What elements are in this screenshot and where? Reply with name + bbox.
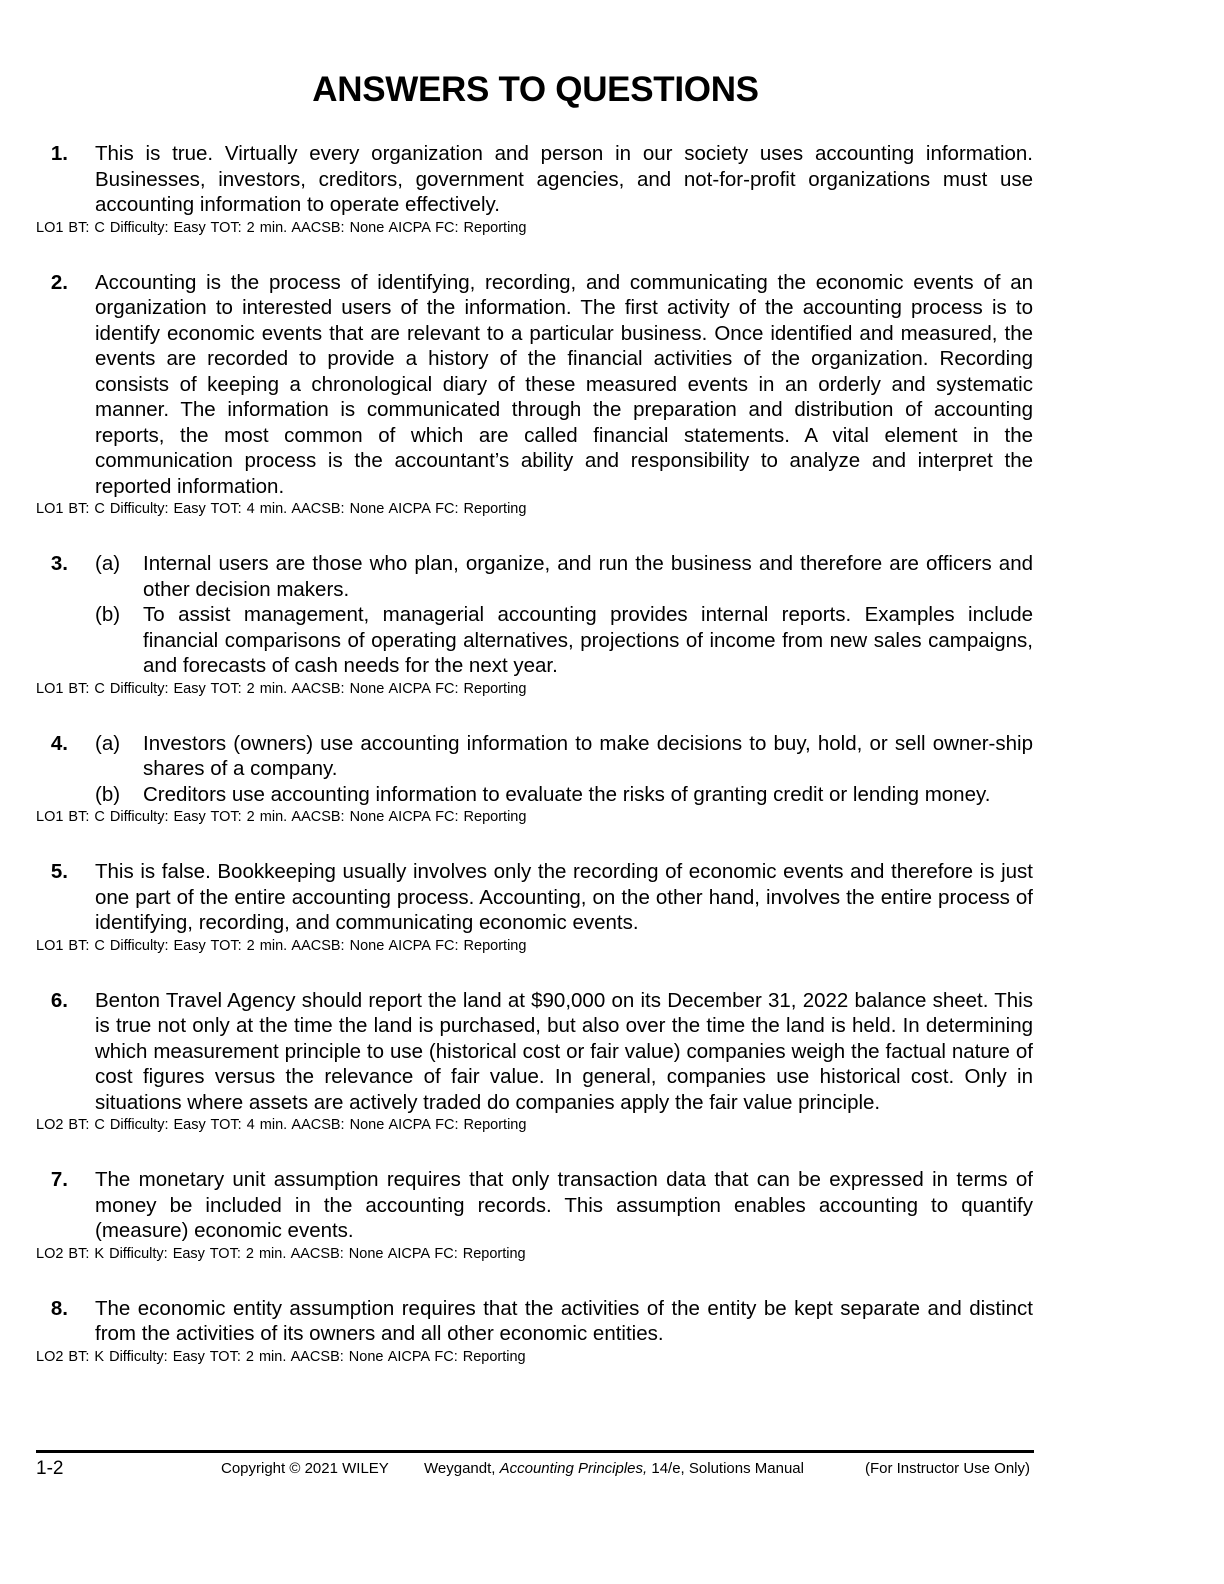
sub-text: To assist management, managerial accounting provides internal reports. Examples include financial comparisons of operating alternatives, projections of income from new sales campaigns, and forecasts of cash needs for the next year. — [143, 603, 1033, 677]
book-title: Accounting Principles, — [499, 1460, 648, 1477]
questions-list — [0, 141, 1224, 1366]
footer-divider — [36, 1450, 1034, 1453]
answer-text: The monetary unit assumption requires that only transaction data that can be expressed in terms of money be included in the accounting records. This assumption enables accounting to quantify (measure) economic events. — [95, 1168, 1033, 1242]
question-number: 3. — [50, 552, 68, 575]
book-edition: 14/e, Solutions Manual — [651, 1460, 804, 1477]
question-7 — [0, 1167, 1224, 1263]
question-number: 5. — [50, 860, 68, 883]
question-6 — [0, 988, 1224, 1135]
question-meta: LO1 BT: C Difficulty: Easy TOT: 2 min. AACSB: None AICPA FC: Reporting — [36, 219, 527, 236]
question-meta: LO1 BT: C Difficulty: Easy TOT: 4 min. AACSB: None AICPA FC: Reporting — [36, 501, 527, 517]
question-meta: LO2 BT: K Difficulty: Easy TOT: 2 min. AACSB: None AICPA FC: Reporting — [36, 1245, 526, 1262]
sub-answer-b — [95, 782, 1033, 808]
sub-text: Creditors use accounting information to evaluate the risks of granting credit or lending money. — [143, 782, 991, 806]
sub-label: (a) — [95, 731, 121, 755]
page-footer — [36, 1458, 1034, 1482]
answer-text: This is true. Virtually every organization and person in our society uses accounting information. Businesses, investors, creditors, government agencies, and not-for-profit organizations must use accounting information to operate effectively. — [95, 142, 1033, 216]
answer-text: Accounting is the process of identifying, recording, and communicating the economic events of an organization to interested users of the information. The first activity of the accounting process is to identify economic events that are relevant to a particular business. Once identified and measured, the events are recorded to provide a history of the financial activities of the organization. Recording consists of keeping a chronological diary of these measured events in an orderly and systematic manner. The information is communicated through the preparation and distribution of accounting reports, the most common of which are called financial statements. A vital element in the communication process is the accountant’s ability and responsibility to analyze and interpret the reported information. — [95, 270, 1033, 498]
sub-answer-a — [95, 731, 1033, 782]
question-meta: LO2 BT: C Difficulty: Easy TOT: 4 min. AACSB: None AICPA FC: Reporting — [36, 1117, 527, 1133]
sub-answer-a — [95, 551, 1033, 602]
sub-label: (b) — [95, 603, 121, 626]
answer-text: The economic entity assumption requires that the activities of the entity be kept separate and distinct from the activities of its owners and all other economic entities. — [95, 1296, 1033, 1345]
question-number: 4. — [50, 731, 68, 755]
question-meta: LO1 BT: C Difficulty: Easy TOT: 2 min. AACSB: None AICPA FC: Reporting — [36, 680, 527, 697]
page-title: ANSWERS TO QUESTIONS — [312, 70, 759, 109]
answer-text: This is false. Bookkeeping usually involves only the recording of economic events and therefore is just one part of the entire accounting process. Accounting, on the other hand, involves the entire process of identifying, recording, and communicating economic events. — [95, 860, 1033, 934]
sub-answer-b — [95, 602, 1033, 679]
instructor-note: (For Instructor Use Only) — [864, 1460, 1030, 1477]
question-number: 6. — [50, 988, 68, 1012]
book-author: Weygandt, — [424, 1460, 496, 1477]
sub-label: (b) — [95, 782, 121, 806]
question-number: 2. — [50, 270, 68, 294]
question-meta: LO1 BT: C Difficulty: Easy TOT: 2 min. AACSB: None AICPA FC: Reporting — [36, 809, 527, 825]
question-number: 7. — [50, 1168, 68, 1191]
answer-text: Benton Travel Agency should report the land at $90,000 on its December 31, 2022 balance sheet. This is true not only at the time the land is purchased, but also over the time the land is held. In determining which measurement principle to use (historical cost or fair value) companies weigh the factual nature of cost figures versus the relevance of fair value. In general, companies use historical cost. Only in situations where assets are actively traded do companies apply the fair value principle. — [95, 988, 1033, 1114]
sub-label: (a) — [95, 552, 121, 575]
question-4 — [0, 731, 1224, 827]
question-meta: LO1 BT: C Difficulty: Easy TOT: 2 min. AACSB: None AICPA FC: Reporting — [36, 937, 527, 954]
question-1 — [0, 141, 1224, 237]
question-3 — [0, 551, 1224, 698]
question-number: 8. — [50, 1296, 68, 1320]
question-2 — [0, 270, 1224, 519]
book-citation — [424, 1460, 804, 1477]
question-number: 1. — [50, 142, 68, 165]
sub-text: Investors (owners) use accounting information to make decisions to buy, hold, or sell owner-ship shares of a company. — [143, 731, 1033, 780]
question-8 — [0, 1296, 1224, 1366]
copyright-notice: Copyright © 2021 WILEY — [221, 1460, 389, 1477]
page-number: 1-2 — [36, 1458, 64, 1479]
sub-text: Internal users are those who plan, organize, and run the business and therefore are officers and other decision makers. — [143, 552, 1033, 601]
question-5 — [0, 859, 1224, 955]
question-meta: LO2 BT: K Difficulty: Easy TOT: 2 min. AACSB: None AICPA FC: Reporting — [36, 1348, 526, 1365]
